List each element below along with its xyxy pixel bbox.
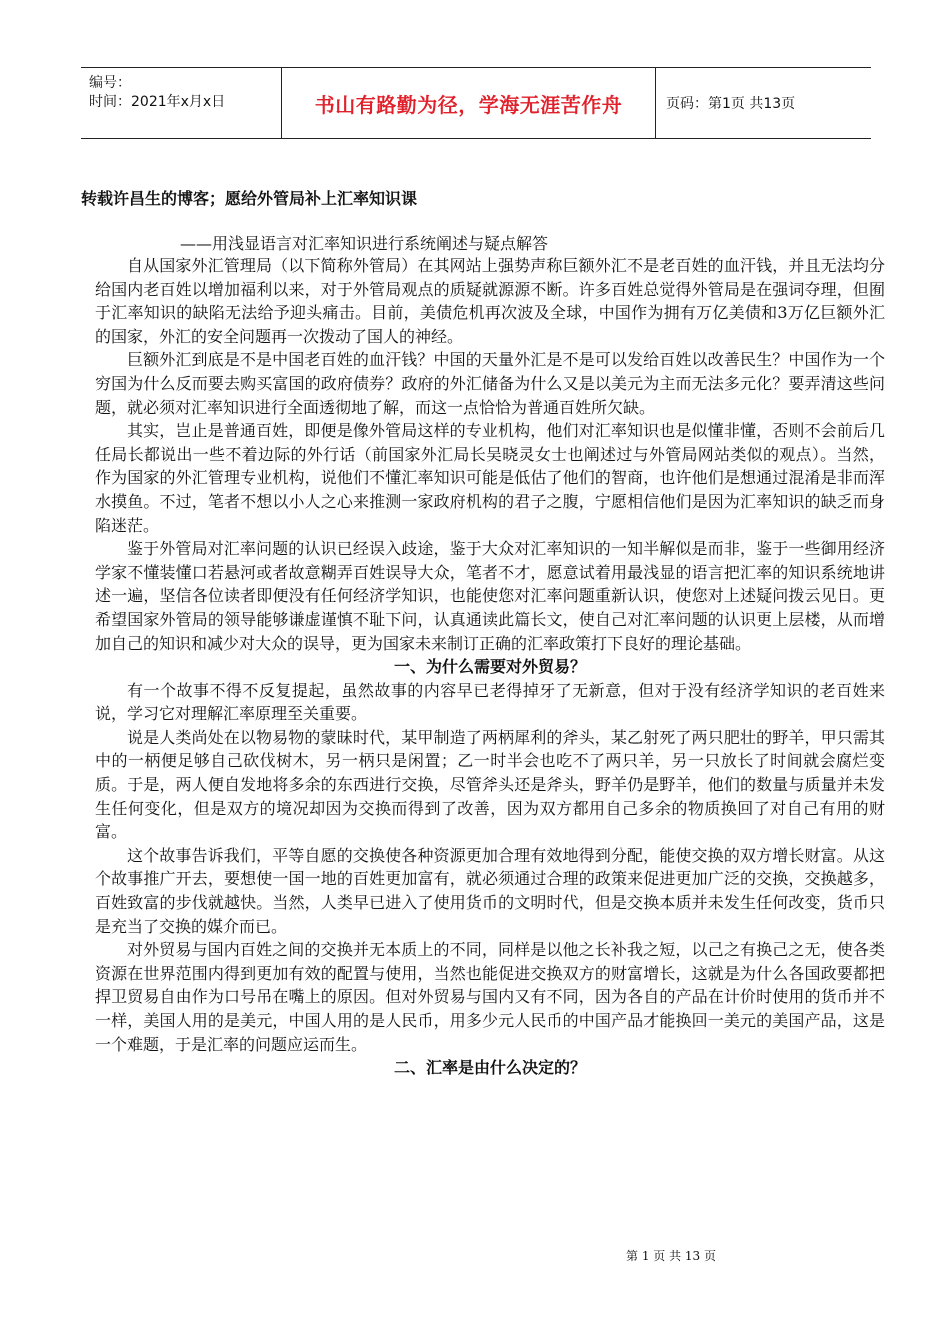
paragraph: 自从国家外汇管理局（以下简称外管局）在其网站上强势声称巨额外汇不是老百姓的血汗钱，并且无法均分给国内老百姓以增加福利以来，对于外管局观点的质疑就源源不断。许多百姓总觉得外管局是在强词夺理，但囿于汇率知识的缺陷无法给予迎头痛击。目前，美债危机再次波及全球，中国作为拥有万亿美债和3万亿巨额外汇的国家，外汇的安全问题再一次拨动了国人的神经。	[95, 256, 885, 346]
page-header	[81, 67, 871, 139]
paragraph: 有一个故事不得不反复提起，虽然故事的内容早已老得掉牙了无新意，但对于没有经济学知识的老百姓来说，学习它对理解汇率原理至关重要。	[95, 680, 885, 724]
paragraph: 其实，岂止是普通百姓，即便是像外管局这样的专业机构，他们对汇率知识也是似懂非懂，否则不会前后几任局长都说出一些不着边际的外行话（前国家外汇局长吴晓灵女士也阐述过与外管局网站类似的观点）。当然，作为国家的外汇管理专业机构，说他们不懂汇率知识可能是低估了他们的智商，也许他们是想通过混淆是非而浑水摸鱼。不过，笔者不想以小人之心来推测一家政府机构的君子之腹，宁愿相信他们是因为汇率知识的缺乏而身陷迷茫。	[95, 421, 885, 535]
document-body	[95, 254, 885, 1080]
section-heading: 二、汇率是由什么决定的？	[393, 1058, 586, 1078]
paragraph: 巨额外汇到底是不是中国老百姓的血汗钱？中国的天量外汇是不是可以发给百姓以改善民生？中国作为一个穷国为什么反而要去购买富国的政府债券？政府的外汇储备为什么又是以美元为主而无法多元化？要弄清这些问题，就必须对汇率知识进行全面透彻地了解，而这一点恰恰为普通百姓所欠缺。	[95, 350, 885, 417]
number-label: 编号：	[89, 75, 131, 91]
paragraph: 这个故事告诉我们，平等自愿的交换使各种资源更加合理有效地得到分配，能使交换的双方增长财富。从这个故事推广开去，要想使一国一地的百姓更加富有，就必须通过合理的政策来促进更加广泛的交换，交换越多，百姓致富的步伐就越快。当然，人类早已进入了使用货币的文明时代，但是交换本质并未发生任何改变，货币只是充当了交换的媒介而已。	[95, 845, 885, 936]
document-subtitle: ——用浅显语言对汇率知识进行系统阐述与疑点解答	[180, 234, 549, 253]
header-motto: 书山有路勤为径，学海无涯苦作舟	[314, 92, 623, 117]
time-label: 时间：2021年x月x日	[89, 94, 226, 110]
header-motto-cell	[281, 68, 656, 138]
page-footer: 第 1 页 共 13 页	[626, 1249, 716, 1263]
paragraph: 说是人类尚处在以物易物的蒙昧时代，某甲制造了两柄犀利的斧头，某乙射死了两只肥壮的野羊，甲只需其中的一柄便足够自己砍伐树木，另一柄只是闲置；乙一时半会也吃不了两只羊，另一只放长了时间就会腐烂变质。于是，两人便自发地将多余的东西进行交换，尽管斧头还是斧头，野羊仍是野羊，他们的数量与质量并未发生任何变化，但是双方的境况却因为交换而得到了改善，因为双方都用自己多余的物质换回了对自己有用的财富。	[95, 727, 885, 842]
header-page-info: 页码：第1页 共13页	[666, 96, 796, 112]
paragraph: 鉴于外管局对汇率问题的认识已经误入歧途，鉴于大众对汇率知识的一知半解似是而非，鉴于一些御用经济学家不懂装懂口若悬河或者故意糊弄百姓误导大众，笔者不才，愿意试着用最浅显的语言把汇率的知识系统地讲述一遍，坚信各位读者即便没有任何经济学知识，也能使您对汇率问题重新认识，使您对上述疑问拨云见日。更希望国家外管局的领导能够谦虚谨慎不耻下问，认真通读此篇长文，使自己对汇率问题的认识更上层楼，从而增加自己的知识和减少对大众的误导，更为国家未来制订正确的汇率政策打下良好的理论基础。	[95, 539, 885, 653]
section-heading: 一、为什么需要对外贸易？	[393, 657, 586, 677]
header-meta	[81, 68, 281, 138]
paragraph: 对外贸易与国内百姓之间的交换并无本质上的不同，同样是以他之长补我之短，以己之有换己之无，使各类资源在世界范围内得到更加有效的配置与使用，当然也能促进交换双方的财富增长，这就是为什么各国政要都把捍卫贸易自由作为口号吊在嘴上的原因。但对外贸易与国内又有不同，因为各自的产品在计价时使用的货币并不一样，美国人用的是美元，中国人用的是人民币，用多少元人民币的中国产品才能换回一美元的美国产品，这是一个难题，于是汇率的问题应运而生。	[95, 940, 885, 1054]
document-title: 转载许昌生的博客；愿给外管局补上汇率知识课	[81, 189, 418, 208]
